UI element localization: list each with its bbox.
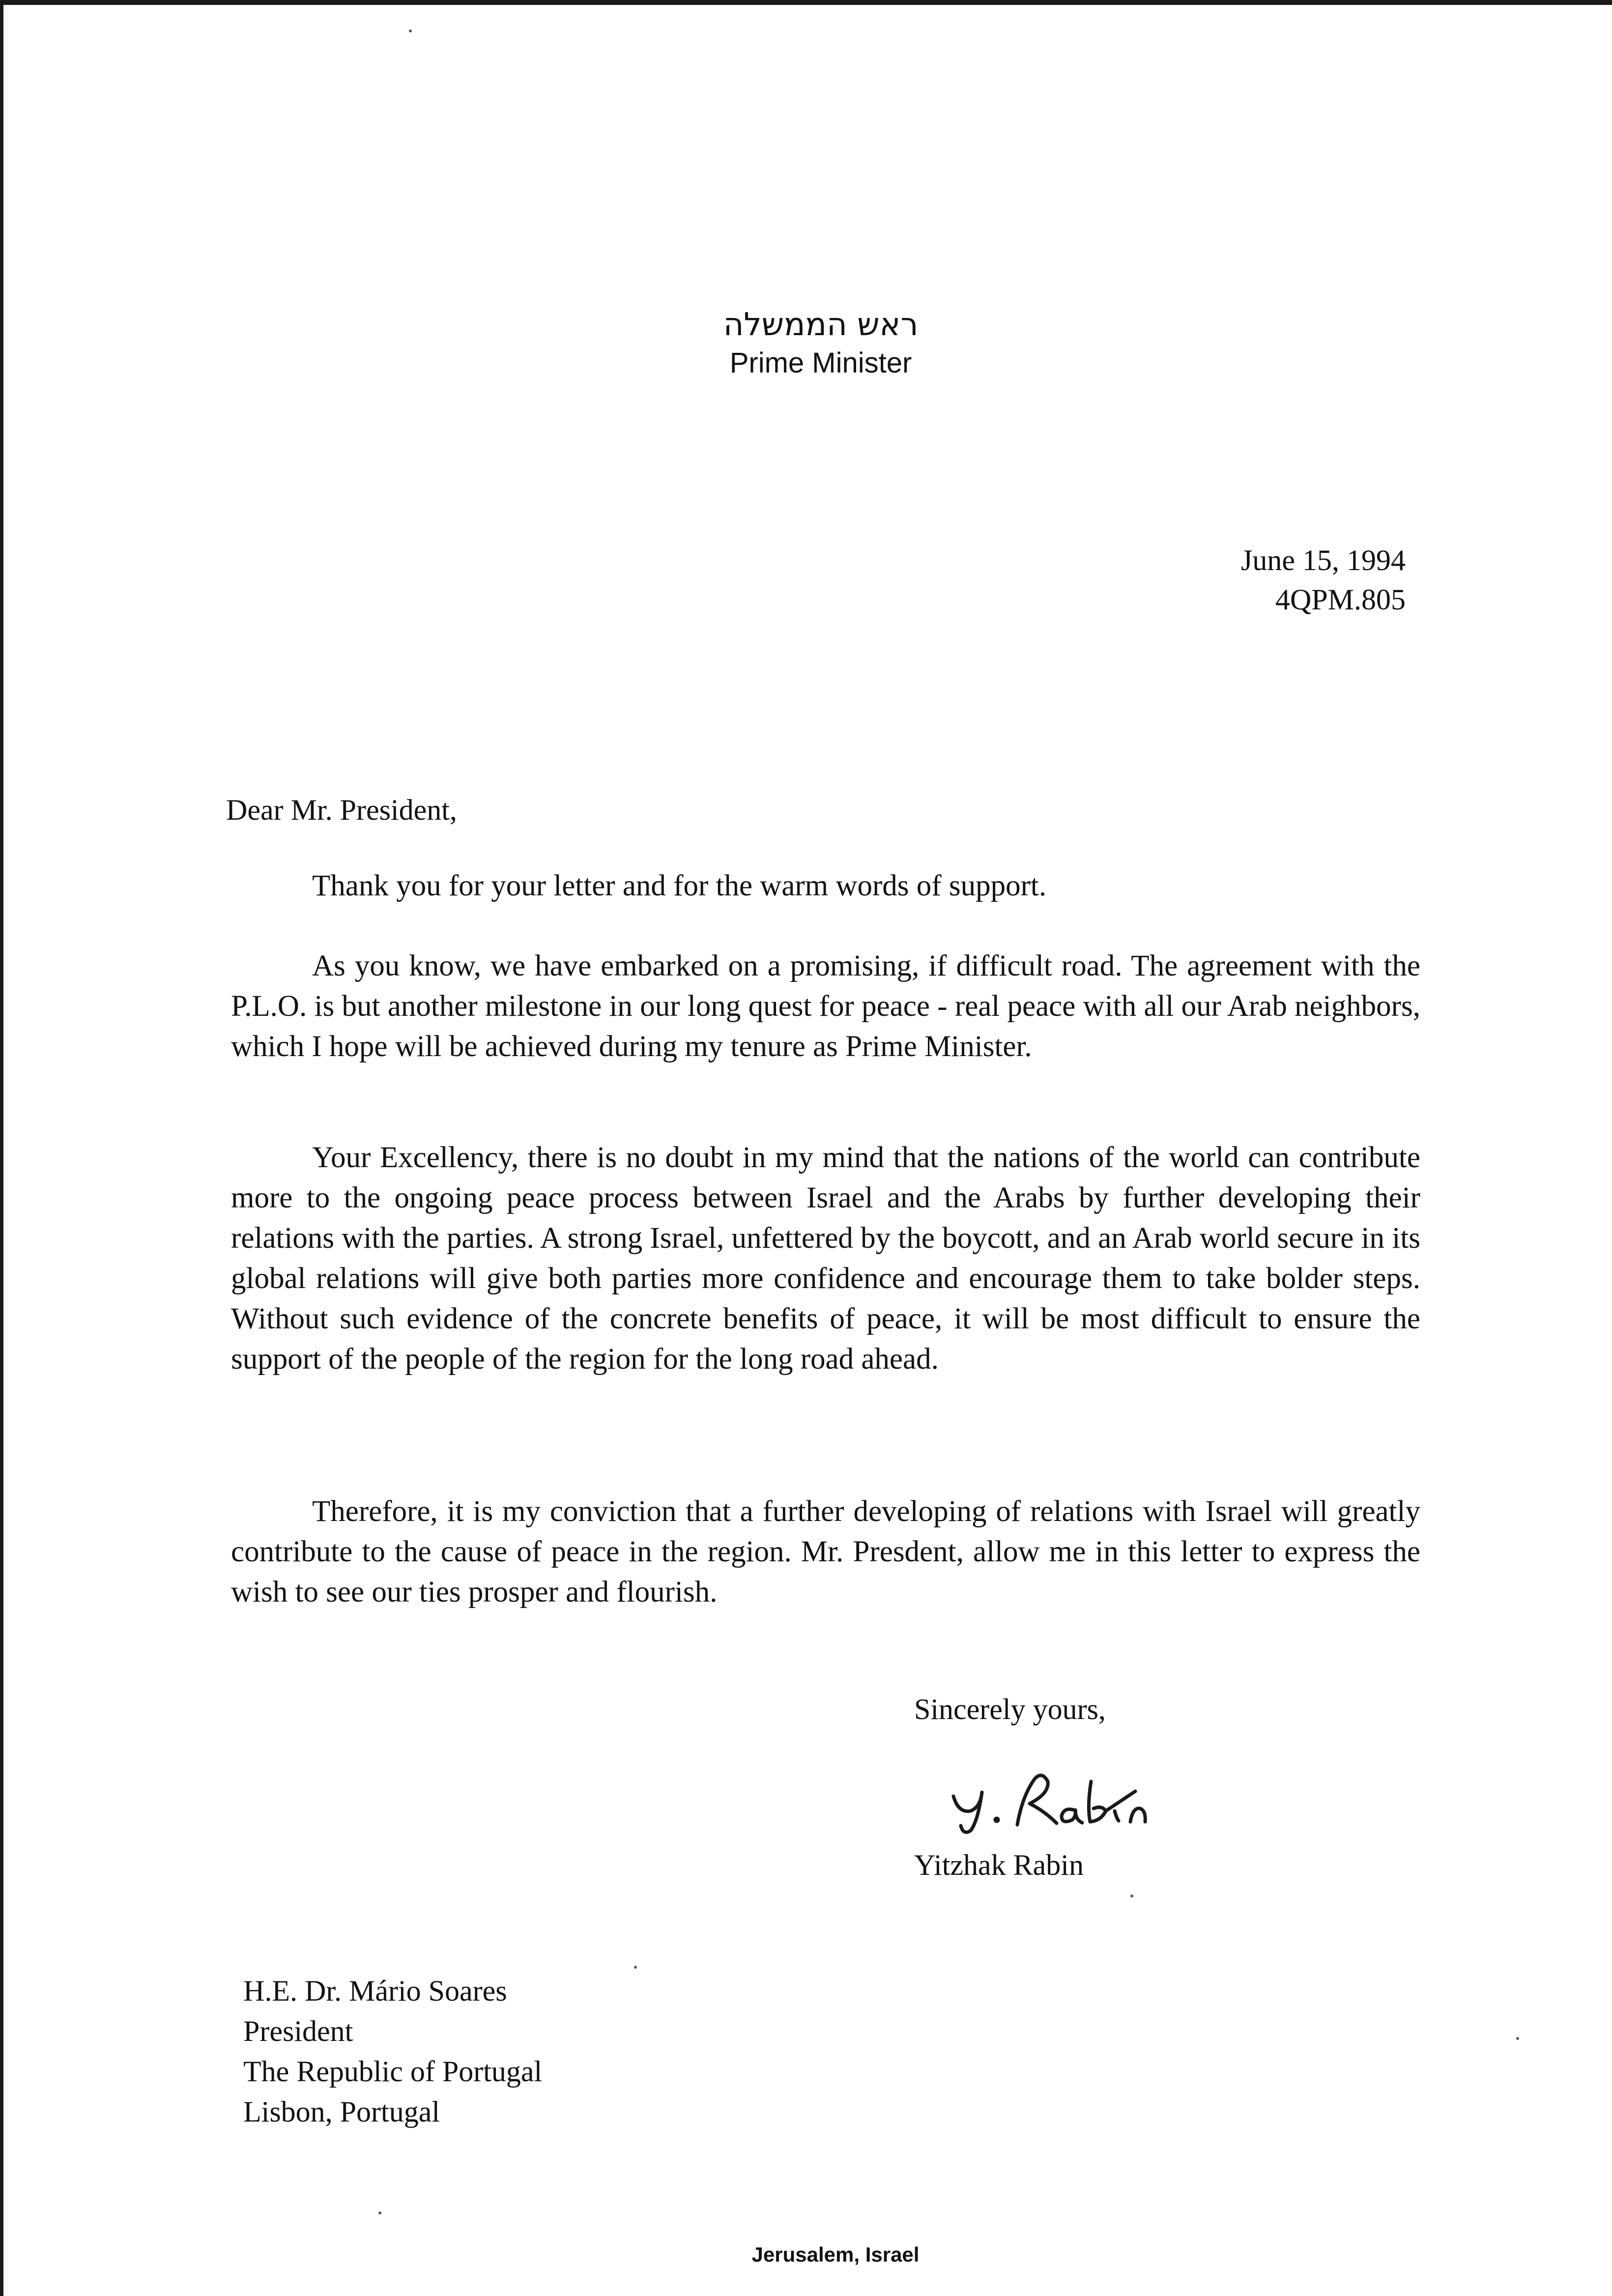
scan-speck bbox=[1130, 1894, 1133, 1897]
letterhead-hebrew: ראש הממשלה bbox=[723, 307, 919, 343]
scan-speck bbox=[634, 1966, 637, 1969]
paragraph-3: Your Excellency, there is no doubt in my mind that the nations of the world can contribute more to the ongoing peace process between Israel and the Arabs by further developing their relations with the parties. A strong Israel, unfettered by the boycott, and an Arab world secure in its global relations will give both parties more confidence and encourage them to take bolder steps. Without such evidence of the concrete benefits of peace, it will be most difficult to ensure the support of the people of the region for the long road ahead. bbox=[231, 1141, 1420, 1376]
scan-edge-left bbox=[0, 0, 3, 2296]
recipient-country: The Republic of Portugal bbox=[243, 2055, 543, 2088]
recipient-address bbox=[243, 1971, 542, 2132]
letterhead bbox=[659, 305, 983, 381]
scan-edge-top bbox=[0, 0, 1612, 5]
letterhead-title: Prime Minister bbox=[729, 347, 912, 379]
reference-number: 4QPM.805 bbox=[1275, 583, 1406, 616]
paragraph-2: As you know, we have embarked on a promising, if difficult road. The agreement with the P.L.O. is but another milestone in our long quest for peace - real peace with all our Arab neighbors, which I hope will be achieved during my tenure as Prime Minister. bbox=[231, 949, 1420, 1063]
signature bbox=[944, 1762, 1219, 1840]
paragraph-1: Thank you for your letter and for the warm words of support. bbox=[312, 869, 1047, 902]
recipient-city: Lisbon, Portugal bbox=[243, 2095, 440, 2128]
recipient-title: President bbox=[243, 2015, 353, 2047]
recipient-name: H.E. Dr. Mário Soares bbox=[243, 1975, 507, 2007]
salutation: Dear Mr. President, bbox=[226, 794, 457, 826]
signer-name: Yitzhak Rabin bbox=[914, 1849, 1084, 1881]
scan-speck bbox=[1516, 2037, 1519, 2040]
letter-date: June 15, 1994 bbox=[1241, 544, 1406, 576]
date-block bbox=[1241, 541, 1406, 619]
footer-location: Jerusalem, Israel bbox=[751, 2243, 920, 2266]
paragraph-4: Therefore, it is my conviction that a further developing of relations with Israel will greatly contribute to the cause of peace in the region. Mr. Presdent, allow me in this letter to express the wish to see our ties prosper and flourish. bbox=[231, 1495, 1420, 1608]
scan-speck bbox=[409, 29, 412, 32]
closing: Sincerely yours, bbox=[914, 1693, 1106, 1725]
scan-speck bbox=[378, 2211, 381, 2214]
